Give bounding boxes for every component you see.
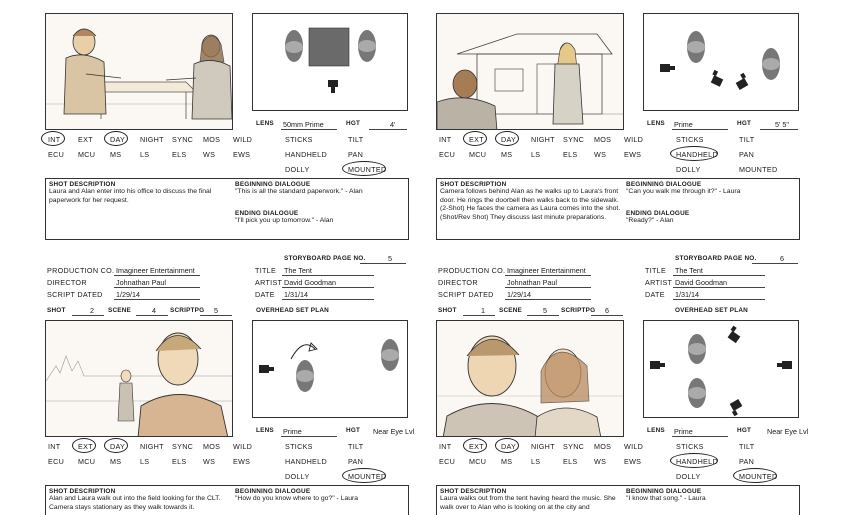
- selected-mark: [104, 438, 128, 453]
- end-label: ENDING DIALOGUE: [235, 210, 299, 217]
- opt-ext[interactable]: EXT: [78, 135, 93, 144]
- storyboard-page-value: 6: [780, 254, 784, 263]
- opt-dolly[interactable]: DOLLY: [676, 472, 701, 481]
- desc-label: SHOT DESCRIPTION: [49, 488, 116, 495]
- title-label: TITLE: [255, 266, 277, 275]
- opt-ews[interactable]: EWS: [233, 457, 251, 466]
- opt-mounted[interactable]: MOUNTED: [739, 472, 778, 481]
- opt-sync[interactable]: SYNC: [172, 442, 194, 451]
- hgt-value: Near Eye Lvl: [373, 427, 415, 436]
- date-label: DATE: [255, 290, 275, 299]
- opt-sync[interactable]: SYNC: [172, 135, 194, 144]
- tent-scene-sketch: [437, 321, 624, 437]
- desc-text: Alan and Laura walk out into the field looking for the CLT. Camera stays stationary as they walk towards it.: [49, 495, 221, 511]
- sketch-frame: [45, 320, 233, 437]
- overhead-label: OVERHEAD SET PLAN: [256, 307, 329, 314]
- opt-int[interactable]: INT: [439, 135, 452, 144]
- desc-label: SHOT DESCRIPTION: [440, 181, 507, 188]
- selected-mark: [495, 131, 519, 146]
- production-label: PRODUCTION CO.: [47, 266, 115, 275]
- opt-ecu[interactable]: ECU: [48, 150, 65, 159]
- opt-mos[interactable]: MOS: [203, 442, 221, 451]
- hgt-label: HGT: [737, 427, 752, 434]
- hgt-value: 5' 5": [775, 120, 789, 129]
- storyboard-page-label: STORYBOARD PAGE NO.: [284, 255, 366, 262]
- artist-label: ARTIST: [255, 278, 283, 287]
- opt-sync[interactable]: SYNC: [563, 135, 585, 144]
- lens-label: LENS: [256, 120, 274, 127]
- opt-ws[interactable]: WS: [594, 150, 607, 159]
- description-box: [45, 485, 409, 515]
- opt-ms[interactable]: MS: [501, 150, 513, 159]
- overhead-plan: [644, 321, 800, 419]
- opt-pan[interactable]: PAN: [348, 457, 364, 466]
- opt-els[interactable]: ELS: [172, 457, 187, 466]
- end-text: "I'll pick you up tomorrow." - Alan: [235, 217, 334, 224]
- lens-label: LENS: [647, 120, 665, 127]
- scriptpg-label: SCRIPTPG: [561, 307, 596, 314]
- begin-text: "How do you know where to go?" - Laura: [235, 495, 359, 502]
- opt-day[interactable]: DAY: [501, 135, 517, 144]
- opt-ls[interactable]: LS: [140, 457, 150, 466]
- house-scene-sketch: [437, 14, 624, 130]
- overhead-plan: [253, 14, 409, 112]
- opt-day[interactable]: DAY: [501, 442, 517, 451]
- storyboard-page-value: 5: [388, 254, 392, 263]
- opt-mos[interactable]: MOS: [594, 135, 612, 144]
- scene-label: SCENE: [499, 307, 523, 314]
- opt-ews[interactable]: EWS: [233, 150, 251, 159]
- opt-night[interactable]: NIGHT: [140, 442, 164, 451]
- opt-pan[interactable]: PAN: [739, 457, 755, 466]
- opt-mos[interactable]: MOS: [594, 442, 612, 451]
- lens-value: Prime: [674, 120, 693, 129]
- director-value: Johnathan Paul: [507, 278, 557, 287]
- opt-mounted[interactable]: MOUNTED: [739, 165, 778, 174]
- overhead-plan-frame: [643, 320, 799, 418]
- opt-mos[interactable]: MOS: [203, 135, 221, 144]
- office-scene-sketch: [46, 14, 233, 130]
- sketch-frame: [436, 320, 624, 437]
- opt-sticks[interactable]: STICKS: [285, 135, 313, 144]
- production-label: PRODUCTION CO.: [438, 266, 506, 275]
- desc-text: Laura walks out from the tent having heard the music. She walk over to Alan who is looking on at the city and: [440, 495, 616, 511]
- director-label: DIRECTOR: [47, 278, 87, 287]
- opt-els[interactable]: ELS: [563, 150, 578, 159]
- title-value: The Tent: [284, 266, 312, 275]
- opt-mounted[interactable]: MOUNTED: [348, 165, 387, 174]
- opt-wild[interactable]: WILD: [233, 442, 253, 451]
- field-scene-sketch: [46, 321, 233, 437]
- desc-label: SHOT DESCRIPTION: [440, 488, 507, 495]
- overhead-label: OVERHEAD SET PLAN: [675, 307, 748, 314]
- artist-label: ARTIST: [645, 278, 673, 287]
- selected-mark: [72, 438, 96, 453]
- selected-mark: [104, 131, 128, 146]
- opt-ecu[interactable]: ECU: [439, 150, 456, 159]
- opt-handheld[interactable]: HANDHELD: [285, 150, 327, 159]
- opt-handheld[interactable]: HANDHELD: [676, 457, 718, 466]
- selected-mark: [342, 161, 386, 176]
- description-box: [436, 485, 800, 515]
- opt-els[interactable]: ELS: [563, 457, 578, 466]
- opt-ews[interactable]: EWS: [624, 150, 642, 159]
- overhead-plan-frame: [252, 13, 408, 111]
- scene-value: 4: [152, 306, 156, 315]
- opt-ws[interactable]: WS: [203, 150, 216, 159]
- opt-day[interactable]: DAY: [110, 135, 126, 144]
- script-dated-label: SCRIPT DATED: [438, 290, 494, 299]
- artist-value: David Goodman: [675, 278, 727, 287]
- hgt-label: HGT: [346, 120, 361, 127]
- selected-mark: [342, 468, 386, 483]
- opt-ws[interactable]: WS: [203, 457, 216, 466]
- scriptpg-value: 5: [214, 306, 218, 315]
- scene-value: 5: [543, 306, 547, 315]
- hgt-value: Near Eye Lvl: [767, 427, 809, 436]
- begin-text: "Can you walk me through it?" - Laura: [626, 188, 741, 195]
- hgt-label: HGT: [737, 120, 752, 127]
- production-value: Imagineer Entertainment: [116, 266, 195, 275]
- lens-value: Prime: [283, 427, 302, 436]
- description-box: [436, 178, 800, 240]
- opt-ls[interactable]: LS: [531, 150, 541, 159]
- title-label: TITLE: [645, 266, 667, 275]
- storyboard-page-label: STORYBOARD PAGE NO.: [675, 255, 757, 262]
- hgt-value: 4': [390, 120, 396, 129]
- artist-value: David Goodman: [284, 278, 336, 287]
- opt-ecu[interactable]: ECU: [48, 457, 65, 466]
- director-label: DIRECTOR: [438, 278, 478, 287]
- desc-text: Camera follows behind Alan as he walks up to Laura's front door. He rings the doorbell then walks back to the sidewalk. (2-Shot) He faces the camera as Laura comes into the shot. (Shot/Rev Shot) They discuss last minute preparations.: [440, 188, 621, 221]
- opt-tilt[interactable]: TILT: [348, 442, 364, 451]
- opt-dolly[interactable]: DOLLY: [285, 165, 310, 174]
- selected-mark: [463, 131, 487, 146]
- script-dated-label: SCRIPT DATED: [47, 290, 103, 299]
- shot-label: SHOT: [47, 307, 66, 314]
- opt-ms[interactable]: MS: [501, 457, 513, 466]
- opt-mcu[interactable]: MCU: [78, 457, 96, 466]
- opt-sticks[interactable]: STICKS: [285, 442, 313, 451]
- shot-value: 1: [481, 306, 485, 315]
- opt-sticks[interactable]: STICKS: [676, 442, 704, 451]
- overhead-plan: [253, 321, 409, 419]
- shot-label: SHOT: [438, 307, 457, 314]
- title-value: The Tent: [675, 266, 703, 275]
- sketch-frame: [436, 13, 624, 130]
- script-dated-value: 1/29/14: [116, 290, 140, 299]
- selected-mark: [670, 453, 718, 468]
- lens-label: LENS: [256, 427, 274, 434]
- end-text: "Ready?" - Alan: [626, 217, 674, 224]
- overhead-plan: [644, 14, 800, 112]
- opt-ext[interactable]: EXT: [78, 442, 93, 451]
- opt-ls[interactable]: LS: [531, 457, 541, 466]
- opt-ews[interactable]: EWS: [624, 457, 642, 466]
- opt-ws[interactable]: WS: [594, 457, 607, 466]
- sketch-frame: [45, 13, 233, 130]
- opt-mcu[interactable]: MCU: [469, 457, 487, 466]
- opt-night[interactable]: NIGHT: [140, 135, 164, 144]
- begin-label: BEGINNING DIALOGUE: [626, 181, 702, 188]
- shot-value: 2: [90, 306, 94, 315]
- date-label: DATE: [645, 290, 665, 299]
- selected-mark: [733, 468, 777, 483]
- opt-int[interactable]: INT: [48, 442, 61, 451]
- description-box: [45, 178, 409, 240]
- desc-label: SHOT DESCRIPTION: [49, 181, 116, 188]
- begin-label: BEGINNING DIALOGUE: [235, 181, 311, 188]
- opt-wild[interactable]: WILD: [624, 442, 644, 451]
- opt-ext[interactable]: EXT: [469, 135, 484, 144]
- opt-sticks[interactable]: STICKS: [676, 135, 704, 144]
- opt-mounted[interactable]: MOUNTED: [348, 472, 387, 481]
- opt-pan[interactable]: PAN: [348, 150, 364, 159]
- overhead-plan-frame: [643, 13, 799, 111]
- date-value: 1/31/14: [675, 290, 699, 299]
- opt-sync[interactable]: SYNC: [563, 442, 585, 451]
- end-label: ENDING DIALOGUE: [626, 210, 690, 217]
- begin-text: "I know that song." - Laura: [626, 495, 706, 502]
- opt-ext[interactable]: EXT: [469, 442, 484, 451]
- lens-value: 50mm Prime: [283, 120, 324, 129]
- opt-mcu[interactable]: MCU: [469, 150, 487, 159]
- opt-ls[interactable]: LS: [140, 150, 150, 159]
- selected-mark: [670, 146, 718, 161]
- opt-ms[interactable]: MS: [110, 457, 122, 466]
- director-value: Johnathan Paul: [116, 278, 166, 287]
- opt-night[interactable]: NIGHT: [531, 135, 555, 144]
- opt-tilt[interactable]: TILT: [739, 442, 755, 451]
- desc-text: Laura and Alan enter into his office to discuss the final paperwork for her request.: [49, 188, 212, 204]
- lens-label: LENS: [647, 427, 665, 434]
- opt-wild[interactable]: WILD: [233, 135, 253, 144]
- opt-night[interactable]: NIGHT: [531, 442, 555, 451]
- lens-value: Prime: [674, 427, 693, 436]
- opt-ecu[interactable]: ECU: [439, 457, 456, 466]
- opt-els[interactable]: ELS: [172, 150, 187, 159]
- begin-text: "This is all the standard paperwork." - Alan: [235, 188, 363, 195]
- opt-tilt[interactable]: TILT: [739, 135, 755, 144]
- selected-mark: [495, 438, 519, 453]
- opt-day[interactable]: DAY: [110, 442, 126, 451]
- production-value: Imagineer Entertainment: [507, 266, 586, 275]
- scriptpg-label: SCRIPTPG: [170, 307, 205, 314]
- opt-int[interactable]: INT: [48, 135, 61, 144]
- begin-label: BEGINNING DIALOGUE: [235, 488, 311, 495]
- opt-pan[interactable]: PAN: [739, 150, 755, 159]
- scriptpg-value: 6: [605, 306, 609, 315]
- opt-dolly[interactable]: DOLLY: [676, 165, 701, 174]
- script-dated-value: 1/29/14: [507, 290, 531, 299]
- opt-mcu[interactable]: MCU: [78, 150, 96, 159]
- opt-ms[interactable]: MS: [110, 150, 122, 159]
- selected-mark: [463, 438, 487, 453]
- date-value: 1/31/14: [284, 290, 308, 299]
- opt-wild[interactable]: WILD: [624, 135, 644, 144]
- opt-dolly[interactable]: DOLLY: [285, 472, 310, 481]
- opt-int[interactable]: INT: [439, 442, 452, 451]
- overhead-plan-frame: [252, 320, 408, 418]
- opt-handheld[interactable]: HANDHELD: [676, 150, 718, 159]
- hgt-label: HGT: [346, 427, 361, 434]
- begin-label: BEGINNING DIALOGUE: [626, 488, 702, 495]
- scene-label: SCENE: [108, 307, 132, 314]
- opt-handheld[interactable]: HANDHELD: [285, 457, 327, 466]
- selected-mark: [41, 131, 65, 146]
- opt-tilt[interactable]: TILT: [348, 135, 364, 144]
